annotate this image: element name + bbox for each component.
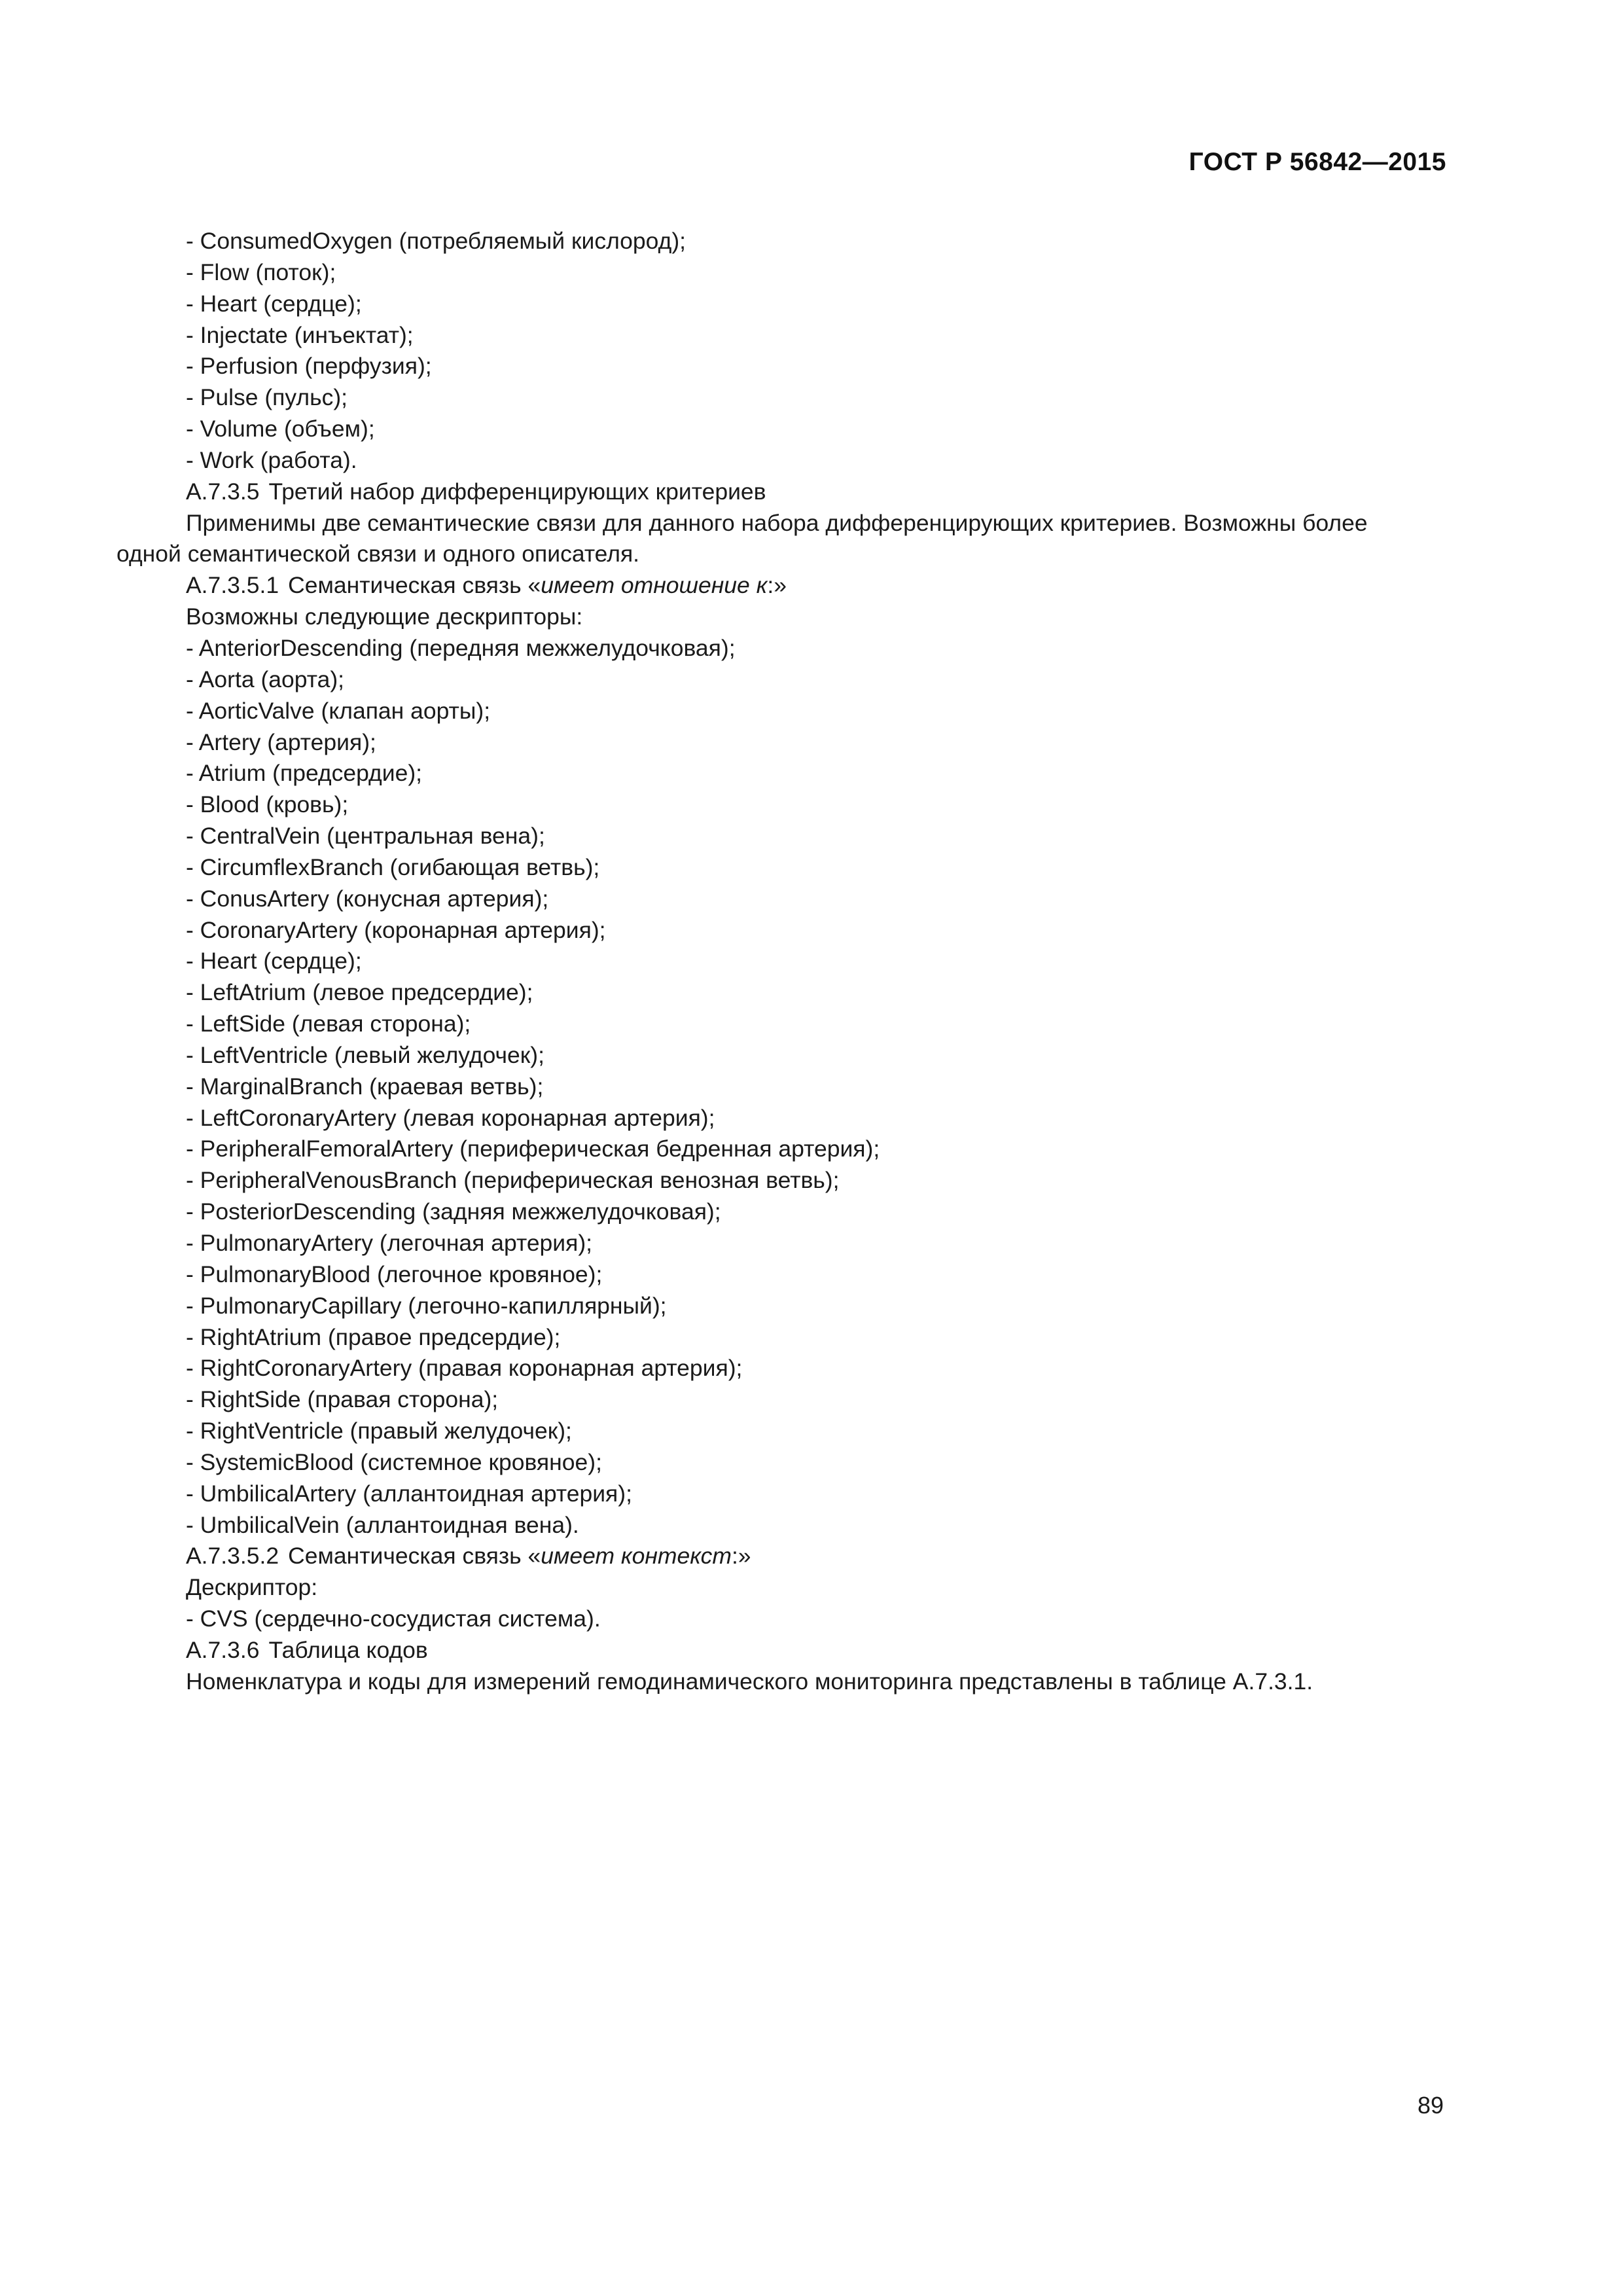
- list-item: - RightAtrium (правое предсердие);: [186, 1323, 561, 1350]
- list-item: - ConsumedOxygen (потребляемый кислород);: [186, 228, 687, 254]
- list-item: - PulmonaryBlood (легочное кровяное);: [186, 1261, 603, 1287]
- descriptor-label: Дескриптор:: [186, 1574, 318, 1601]
- list-item: - Heart (сердце);: [186, 948, 362, 975]
- paragraph-semantic-links: [116, 508, 1446, 571]
- section-title: Таблица кодов: [268, 1636, 428, 1663]
- list-item: - Flow (поток);: [186, 259, 336, 285]
- section-title-prefix: Семантическая связь «: [288, 1543, 541, 1570]
- standard-code-header: ГОСТ Р 56842—2015: [1188, 148, 1446, 176]
- paragraph-code-table: Номенклатура и коды для измерений гемодинамического мониторинга представлены в таблице А.7.3.1.: [186, 1668, 1313, 1695]
- list-item: - RightSide (правая сторона);: [186, 1386, 499, 1413]
- paragraph-line: одной семантической связи и одного описателя.: [116, 541, 640, 567]
- section-heading-a735: [116, 476, 1446, 508]
- list-anatomical-descriptors: [116, 633, 1446, 1541]
- list-item: - PulmonaryArtery (легочная артерия);: [186, 1230, 593, 1256]
- list-item: - Injectate (инъектат);: [186, 321, 414, 348]
- list-item: - Blood (кровь);: [186, 791, 349, 818]
- section-title-prefix: Семантическая связь «: [288, 572, 541, 599]
- list-item: - Heart (сердце);: [186, 290, 362, 317]
- list-item: - RightCoronaryArtery (правая коронарная артерия);: [186, 1355, 743, 1382]
- list-item: - Pulse (пульс);: [186, 384, 348, 411]
- list-item: - AnteriorDescending (передняя межжелудочковая);: [186, 634, 736, 661]
- list-item: - Perfusion (перфузия);: [186, 353, 432, 380]
- list-item: - LeftVentricle (левый желудочек);: [186, 1041, 544, 1068]
- section-title-italic: имеет контекст: [541, 1543, 732, 1570]
- list-item: - CoronaryArtery (коронарная артерия);: [186, 916, 606, 943]
- list-item: - MarginalBranch (краевая ветвь);: [186, 1073, 544, 1100]
- list-item: - CVS (сердечно-сосудистая система).: [186, 1605, 601, 1632]
- paragraph-line: Применимы две семантические связи для данного набора дифференцирующих критериев. Возможны более: [186, 509, 1368, 536]
- section-number: А.7.3.5: [186, 478, 260, 505]
- list-item: - AorticValve (клапан аорты);: [186, 697, 491, 724]
- section-title-italic: имеет отношение к: [541, 572, 768, 599]
- list-item: - UmbilicalVein (аллантоидная вена).: [186, 1511, 579, 1538]
- section-title-suffix: :»: [767, 572, 787, 599]
- section-title-suffix: :»: [731, 1543, 751, 1570]
- section-heading-a7351: [116, 570, 1446, 601]
- list-item: - PosteriorDescending (задняя межжелудочковая);: [186, 1198, 721, 1225]
- section-number: А.7.3.5.1: [186, 572, 279, 599]
- descriptors-intro: Возможны следующие дескрипторы:: [186, 603, 583, 630]
- list-item: - CentralVein (центральная вена);: [186, 823, 545, 850]
- list-physiological-quantities: [116, 226, 1446, 476]
- section-number: А.7.3.6: [186, 1636, 260, 1663]
- list-item: - PeripheralVenousBranch (периферическая венозная ветвь);: [186, 1167, 840, 1194]
- list-item: - Atrium (предсердие);: [186, 760, 423, 787]
- list-item: - LeftSide (левая сторона);: [186, 1011, 471, 1037]
- list-item: - Aorta (аорта);: [186, 666, 344, 692]
- list-item: - Volume (объем);: [186, 416, 375, 442]
- list-item: - ConusArtery (конусная артерия);: [186, 885, 549, 912]
- list-item: - UmbilicalArtery (аллантоидная артерия);: [186, 1480, 632, 1507]
- list-item: - Artery (артерия);: [186, 728, 376, 755]
- list-item: - PeripheralFemoralArtery (периферическая бедренная артерия);: [186, 1136, 880, 1162]
- page-number: 89: [1417, 2092, 1444, 2119]
- list-item: - RightVentricle (правый желудочек);: [186, 1418, 572, 1444]
- list-item: - SystemicBlood (системное кровяное);: [186, 1448, 602, 1475]
- list-item: - LeftCoronaryArtery (левая коронарная артерия);: [186, 1104, 715, 1131]
- list-item: - CircumflexBranch (огибающая ветвь);: [186, 853, 600, 880]
- section-number: А.7.3.5.2: [186, 1543, 279, 1570]
- list-item: - PulmonaryCapillary (легочно-капиллярный);: [186, 1292, 667, 1319]
- list-item: - LeftAtrium (левое предсердие);: [186, 979, 533, 1006]
- section-heading-a7352: [116, 1541, 1446, 1572]
- section-heading-a736: [116, 1635, 1446, 1666]
- list-item: - Work (работа).: [186, 446, 357, 473]
- section-title: Третий набор дифференцирующих критериев: [268, 478, 766, 505]
- document-body: [116, 226, 1446, 1698]
